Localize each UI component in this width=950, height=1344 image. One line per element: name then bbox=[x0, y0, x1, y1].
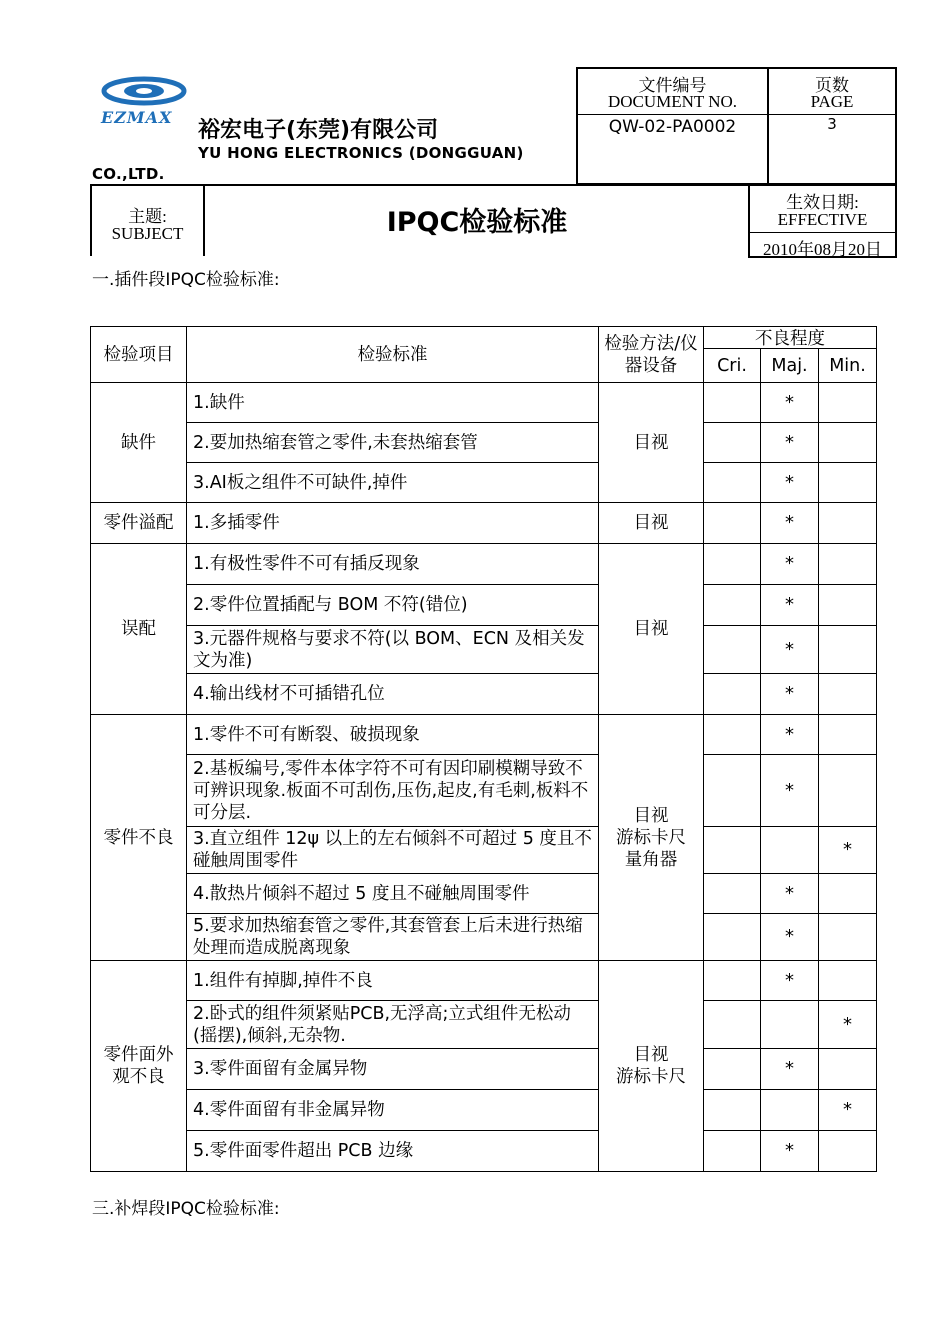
min-cell bbox=[819, 585, 877, 626]
standard-cell: 5.要求加热缩套管之零件,其套管套上后未进行热缩处理而造成脱离现象 bbox=[187, 914, 599, 961]
standard-cell: 4.零件面留有非金属异物 bbox=[187, 1090, 599, 1131]
cri-cell bbox=[704, 1049, 761, 1090]
maj-cell: * bbox=[761, 961, 819, 1001]
standard-cell: 1.组件有掉脚,掉件不良 bbox=[187, 961, 599, 1001]
min-cell bbox=[819, 874, 877, 914]
min-cell bbox=[819, 1131, 877, 1172]
cri-cell bbox=[704, 874, 761, 914]
doc-no-value: QW-02-PA0002 bbox=[608, 117, 737, 137]
item-cell: 零件面外观不良 bbox=[91, 961, 187, 1172]
min-cell bbox=[819, 383, 877, 423]
min-cell bbox=[819, 626, 877, 674]
min-cell bbox=[819, 463, 877, 503]
cri-cell bbox=[704, 755, 761, 827]
doc-no-label-en: DOCUMENT NO. bbox=[607, 92, 738, 111]
cri-cell bbox=[704, 1131, 761, 1172]
item-cell: 误配 bbox=[91, 544, 187, 715]
min-cell: * bbox=[819, 1001, 877, 1049]
min-cell: * bbox=[819, 1090, 877, 1131]
maj-cell: * bbox=[761, 503, 819, 544]
logo-text: EZMAX bbox=[101, 108, 173, 127]
maj-cell: * bbox=[761, 874, 819, 914]
standard-cell: 3.零件面留有金属异物 bbox=[187, 1049, 599, 1090]
company-name-en: YU HONG ELECTRONICS (DONGGUAN) bbox=[198, 144, 524, 162]
cri-cell bbox=[704, 715, 761, 755]
maj-cell: * bbox=[761, 755, 819, 827]
maj-cell: * bbox=[761, 1131, 819, 1172]
maj-cell bbox=[761, 1090, 819, 1131]
cri-cell bbox=[704, 626, 761, 674]
standard-cell: 3.AI板之组件不可缺件,掉件 bbox=[187, 463, 599, 503]
page-label-en: PAGE bbox=[810, 92, 854, 111]
effective-date: 2010年08月20日 bbox=[763, 240, 882, 259]
standard-cell: 2.基板编号,零件本体字符不可有因印刷模糊导致不可辨识现象.板面不可刮伤,压伤,起皮,有毛刺,板料不可分层. bbox=[187, 755, 599, 827]
header-cri: Cri. bbox=[704, 349, 761, 383]
maj-cell: * bbox=[761, 914, 819, 961]
standard-cell: 2.卧式的组件须紧贴PCB,无浮高;立式组件无松动(摇摆),倾斜,无杂物. bbox=[187, 1001, 599, 1049]
standard-cell: 1.有极性零件不可有插反现象 bbox=[187, 544, 599, 585]
header-min: Min. bbox=[819, 349, 877, 383]
header-method: 检验方法/仪器设备 bbox=[599, 327, 704, 383]
effective-label-cn: 生效日期: bbox=[786, 193, 859, 212]
cri-cell bbox=[704, 1001, 761, 1049]
min-cell: * bbox=[819, 827, 877, 874]
cri-cell bbox=[704, 503, 761, 544]
company-name-cn: 裕宏电子(东莞)有限公司 bbox=[198, 118, 439, 143]
maj-cell: * bbox=[761, 383, 819, 423]
maj-cell: * bbox=[761, 626, 819, 674]
cri-cell bbox=[704, 585, 761, 626]
standard-cell: 3.元器件规格与要求不符(以 BOM、ECN 及相关发文为准) bbox=[187, 626, 599, 674]
maj-cell: * bbox=[761, 715, 819, 755]
effective-label-en: EFFECTIVE bbox=[777, 210, 868, 229]
maj-cell: * bbox=[761, 674, 819, 715]
company-name-en-suffix: CO.,LTD. bbox=[92, 165, 165, 183]
min-cell bbox=[819, 961, 877, 1001]
method-cell: 目视 bbox=[599, 503, 704, 544]
min-cell bbox=[819, 715, 877, 755]
cri-cell bbox=[704, 1090, 761, 1131]
doc-no-label-cn: 文件编号 bbox=[638, 76, 707, 95]
page-label-cn: 页数 bbox=[815, 76, 849, 95]
subject-title: IPQC检验标准 bbox=[386, 207, 568, 238]
standard-cell: 1.缺件 bbox=[187, 383, 599, 423]
min-cell bbox=[819, 423, 877, 463]
min-cell bbox=[819, 1049, 877, 1090]
maj-cell: * bbox=[761, 463, 819, 503]
standard-cell: 2.要加热缩套管之零件,未套热缩套管 bbox=[187, 423, 599, 463]
method-cell: 目视 游标卡尺 bbox=[599, 961, 704, 1172]
header-maj: Maj. bbox=[761, 349, 819, 383]
standard-cell: 1.多插零件 bbox=[187, 503, 599, 544]
min-cell bbox=[819, 914, 877, 961]
cri-cell bbox=[704, 383, 761, 423]
item-cell: 缺件 bbox=[91, 383, 187, 503]
min-cell bbox=[819, 674, 877, 715]
item-cell: 零件溢配 bbox=[91, 503, 187, 544]
standard-cell: 4.输出线材不可插错孔位 bbox=[187, 674, 599, 715]
maj-cell: * bbox=[761, 1049, 819, 1090]
standard-cell: 5.零件面零件超出 PCB 边缘 bbox=[187, 1131, 599, 1172]
min-cell bbox=[819, 755, 877, 827]
method-cell: 目视 bbox=[599, 383, 704, 503]
header-standard: 检验标准 bbox=[187, 327, 599, 383]
method-cell: 目视 游标卡尺 量角器 bbox=[599, 715, 704, 961]
cri-cell bbox=[704, 674, 761, 715]
cri-cell bbox=[704, 544, 761, 585]
maj-cell: * bbox=[761, 544, 819, 585]
header-severity: 不良程度 bbox=[704, 327, 877, 349]
section-3-title: 三.补焊段IPQC检验标准: bbox=[92, 1199, 280, 1219]
page-value: 3 bbox=[827, 115, 837, 133]
min-cell bbox=[819, 503, 877, 544]
standard-cell: 1.零件不可有断裂、破损现象 bbox=[187, 715, 599, 755]
standard-cell: 4.散热片倾斜不超过 5 度且不碰触周围零件 bbox=[187, 874, 599, 914]
maj-cell bbox=[761, 1001, 819, 1049]
cri-cell bbox=[704, 827, 761, 874]
subject-label-en: SUBJECT bbox=[111, 224, 184, 243]
standard-cell: 2.零件位置插配与 BOM 不符(错位) bbox=[187, 585, 599, 626]
item-cell: 零件不良 bbox=[91, 715, 187, 961]
maj-cell bbox=[761, 827, 819, 874]
section-1-title: 一.插件段IPQC检验标准: bbox=[92, 270, 280, 290]
maj-cell: * bbox=[761, 585, 819, 626]
standard-cell: 3.直立组件 12ψ 以上的左右倾斜不可超过 5 度且不碰触周围零件 bbox=[187, 827, 599, 874]
inspection-table bbox=[90, 326, 877, 1172]
cri-cell bbox=[704, 423, 761, 463]
cri-cell bbox=[704, 961, 761, 1001]
header-item: 检验项目 bbox=[91, 327, 187, 383]
min-cell bbox=[819, 544, 877, 585]
cri-cell bbox=[704, 463, 761, 503]
method-cell: 目视 bbox=[599, 544, 704, 715]
cri-cell bbox=[704, 914, 761, 961]
maj-cell: * bbox=[761, 423, 819, 463]
subject-label-cn: 主题: bbox=[128, 207, 167, 226]
